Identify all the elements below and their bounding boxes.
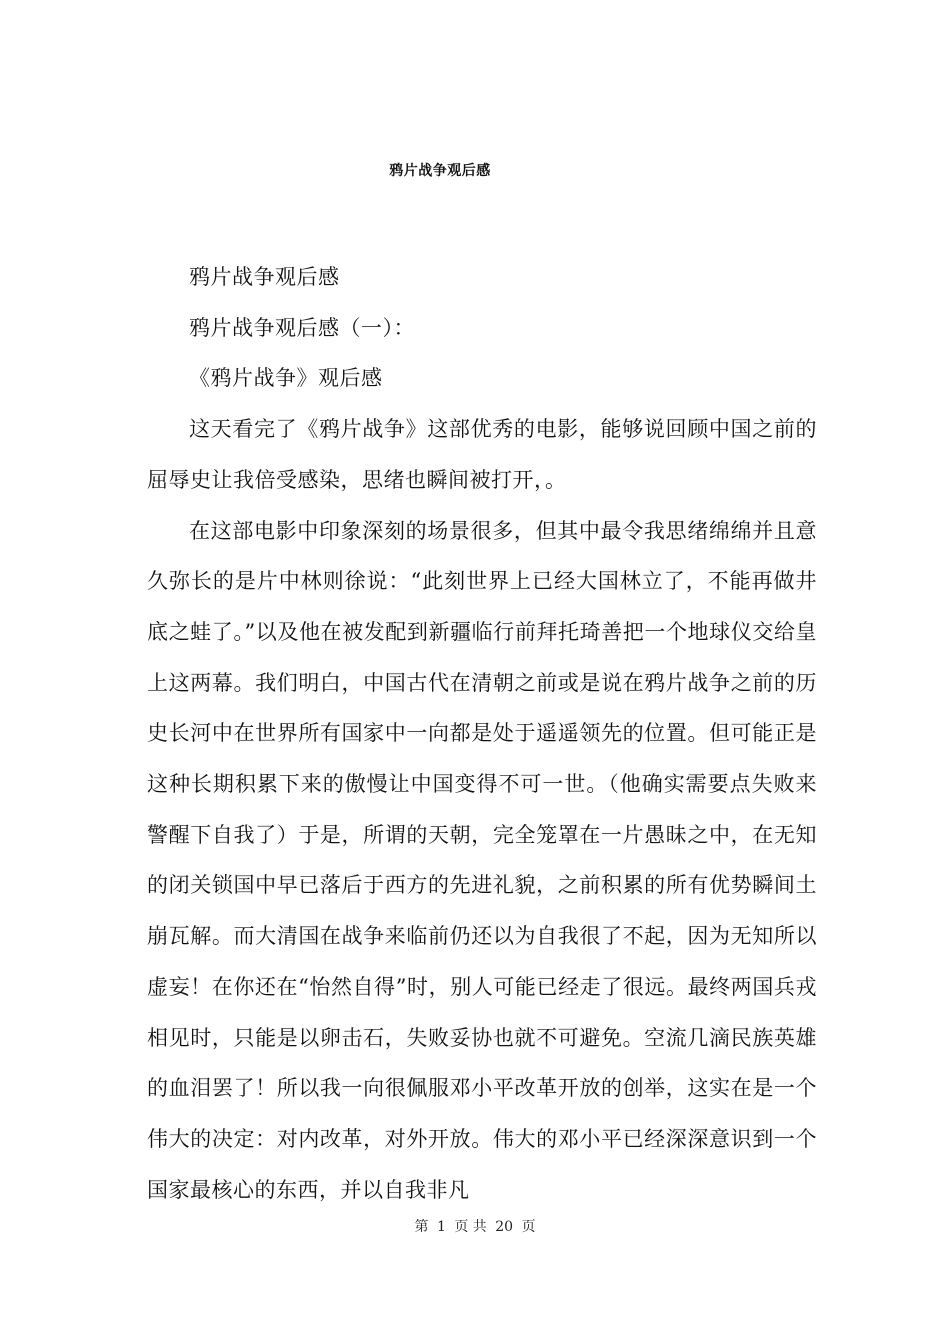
footer-middle: 页 共 xyxy=(454,1219,487,1235)
paragraph-heading: 鸦片战争观后感 xyxy=(189,265,340,289)
paragraph-essay-title: 《鸦片战争》观后感 xyxy=(189,366,383,391)
footer-suffix: 页 xyxy=(521,1219,536,1235)
footer-page-number: 1 xyxy=(436,1219,446,1235)
paragraph-main: 在这部电影中印象深刻的场景很多，但其中最令我思绪绵绵并且意久弥长的是片中林则徐说：“此刻世界上已经大国林立了，不能再做井底之蛙了。”以及他在被发配到新疆临行前拜托琦善把一个地球仪交给皇上这两幕。我们明白，中国古代在清朝之前或是说在鸦片战争之前的历史长河中在世界所有国家中一向都是处于遥遥领先的位置。但可能正是这种长期积累下来的傲慢让中国变得不可一世。（他确实需要点失败来警醒下自我了）于是，所谓的天朝，完全笼罩在一片愚昧之中，在无知的闭关锁国中早已落后于西方的先进礼貌，之前积累的所有优势瞬间土崩瓦解。而大清国在战争来临前仍还以为自我很了不起，因为无知所以虚妄！在你还在“怡然自得”时，别人可能已经走了很远。最终两国兵戎相见时，只能是以卵击石，失败妥协也就不可避免。空流几滴民族英雄的血泪罢了！所以我一向很佩服邓小平改革开放的创举，这实在是一个伟大的决定：对内改革，对外开放。伟大的邓小平已经深深意识到一个国家最核心的东西，并以自我非凡 xyxy=(147,518,817,1202)
footer-total-pages: 20 xyxy=(495,1219,514,1235)
document-title: 鸦片战争观后感 xyxy=(389,163,491,179)
footer-prefix: 第 xyxy=(414,1219,429,1235)
document-body xyxy=(147,252,817,1215)
paragraph-intro: 这天看完了《鸦片战争》这部优秀的电影，能够说回顾中国之前的屈辱史让我倍受感染，思绪也瞬间被打开，。 xyxy=(147,417,817,492)
paragraph-subheading: 鸦片战争观后感（一）： xyxy=(189,315,415,340)
page-footer xyxy=(0,1216,950,1236)
